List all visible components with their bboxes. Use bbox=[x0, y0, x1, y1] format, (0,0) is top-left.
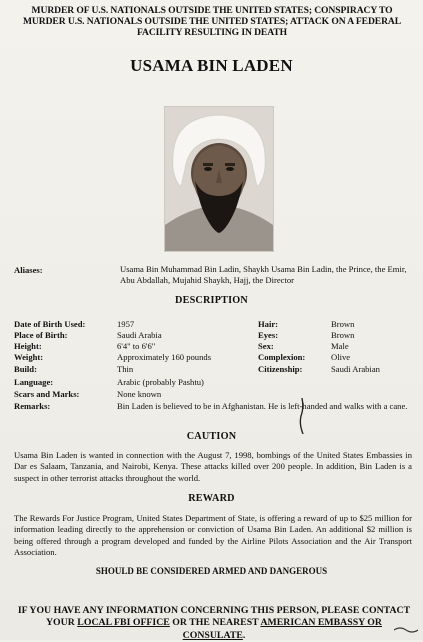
aliases-label: Aliases: bbox=[14, 265, 43, 275]
sex-value: Male bbox=[331, 341, 349, 351]
hair-value: Brown bbox=[331, 319, 355, 329]
contact-period: . bbox=[242, 629, 246, 641]
eyes-value: Brown bbox=[331, 330, 355, 340]
contact-line-2 bbox=[14, 617, 414, 642]
hair-label: Hair: bbox=[258, 319, 279, 329]
sex-label: Sex: bbox=[258, 341, 274, 351]
weight-value: Approximately 160 pounds bbox=[117, 352, 212, 362]
build-label: Build: bbox=[14, 364, 37, 374]
dob-value: 1957 bbox=[117, 319, 135, 329]
contact-instructions bbox=[14, 605, 414, 642]
remarks-label: Remarks: bbox=[14, 401, 51, 411]
caution-heading: CAUTION bbox=[186, 431, 237, 442]
language-value: Arabic (probably Pashtu) bbox=[117, 377, 204, 387]
dob-label: Date of Birth Used: bbox=[14, 319, 86, 329]
complexion-label: Complexion: bbox=[258, 352, 306, 362]
height-value: 6'4" to 6'6" bbox=[117, 341, 156, 351]
height-label: Height: bbox=[14, 341, 42, 351]
caution-text: Usama Bin Laden is wanted in connection with the August 7, 1998, bombings of the United States Embassies in Dar es Salaam, Tanzania, and Nairobi, Kenya. These attacks killed over 200 people. In addition, Bin Laden is a suspect in other terrorist attacks throughout the world. bbox=[14, 450, 412, 483]
scars-value: None known bbox=[117, 389, 162, 399]
birthplace-label: Place of Birth: bbox=[14, 330, 68, 340]
birthplace-value: Saudi Arabia bbox=[117, 330, 162, 340]
reward-text: The Rewards For Justice Program, United States Department of State, is offering a reward of up to $25 million for information leading directly to the apprehension or conviction of Usama Bin Laden. An additional $2 million is being offered through a program developed and funded by the Airline Pilots Association and the Air Transport Association. bbox=[14, 513, 412, 557]
build-value: Thin bbox=[117, 364, 134, 374]
charges-line-2: MURDER U.S. NATIONALS OUTSIDE THE UNITED STATES; ATTACK ON A FEDERAL bbox=[22, 16, 402, 28]
weight-label: Weight: bbox=[14, 352, 44, 362]
charges-header bbox=[14, 5, 410, 39]
paper-stain-mark bbox=[298, 398, 306, 434]
armed-warning: SHOULD BE CONSIDERED ARMED AND DANGEROUS bbox=[95, 566, 328, 576]
citizenship-value: Saudi Arabian bbox=[331, 364, 380, 374]
contact-or-nearest: OR THE NEAREST bbox=[172, 617, 259, 629]
charges-line-1: MURDER OF U.S. NATIONALS OUTSIDE THE UNITED STATES; CONSPIRACY TO bbox=[31, 5, 393, 16]
corner-smudge-mark bbox=[394, 624, 418, 636]
aliases-text: Usama Bin Muhammad Bin Ladin, Shaykh Usama Bin Ladin, the Prince, the Emir, Abu Abdallah, Mujahid Shaykh, Hajj, the Director bbox=[120, 264, 407, 285]
portrait-image bbox=[165, 107, 273, 251]
complexion-value: Olive bbox=[331, 352, 351, 362]
scars-label: Scars and Marks: bbox=[14, 389, 80, 399]
remarks-text: Bin Laden is believed to be in Afghanistan. He is left-handed and walks with a cane. bbox=[117, 401, 408, 411]
contact-your: YOUR bbox=[45, 617, 75, 629]
american-embassy: AMERICAN EMBASSY OR CONSULATE bbox=[182, 617, 382, 641]
contact-line-1: IF YOU HAVE ANY INFORMATION CONCERNING THIS PERSON, PLEASE CONTACT bbox=[17, 605, 411, 616]
fugitive-photo bbox=[164, 106, 274, 252]
local-fbi-office: LOCAL FBI OFFICE bbox=[77, 617, 170, 629]
charges-line-3: FACILITY RESULTING IN DEATH bbox=[136, 27, 288, 39]
language-label: Language: bbox=[14, 377, 54, 387]
reward-heading: REWARD bbox=[188, 493, 235, 504]
description-heading: DESCRIPTION bbox=[175, 295, 248, 306]
fugitive-name: USAMA BIN LADEN bbox=[130, 56, 293, 75]
citizenship-label: Citizenship: bbox=[258, 364, 303, 374]
eyes-label: Eyes: bbox=[258, 330, 279, 340]
